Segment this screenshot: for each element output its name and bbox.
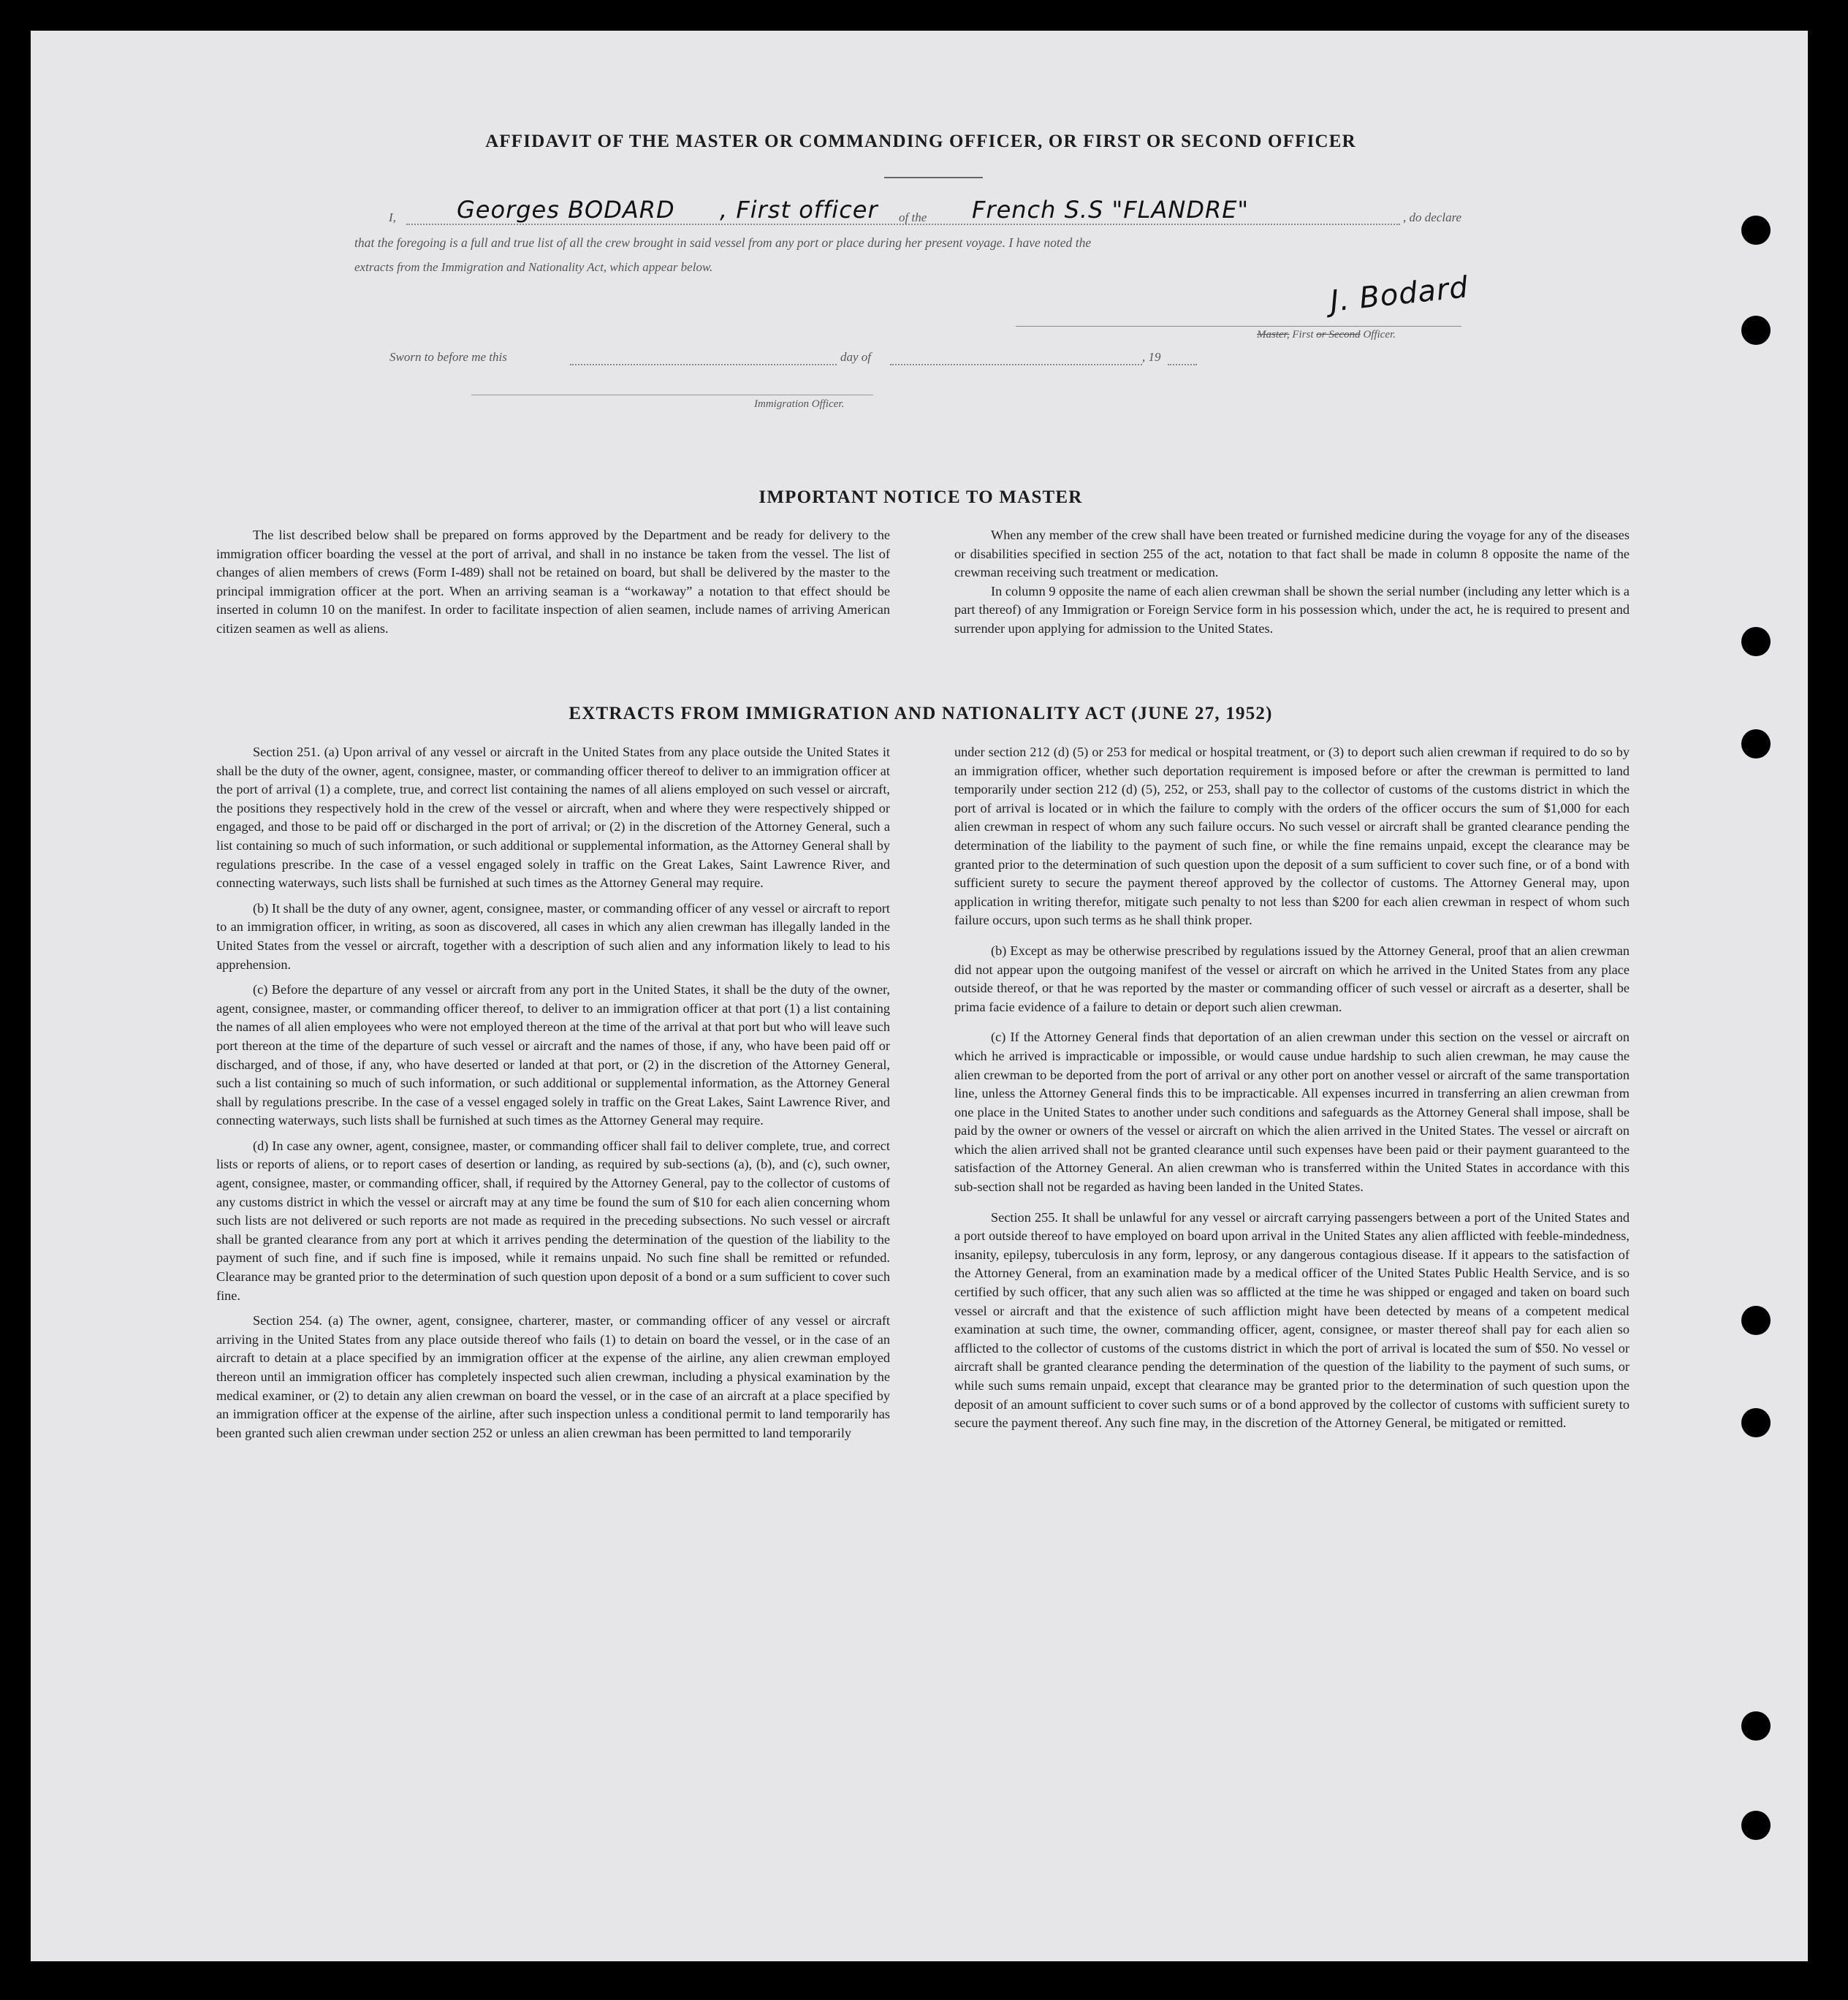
officer-rank-labels xyxy=(1257,329,1396,341)
punch-hole xyxy=(1741,316,1771,345)
handwritten-vessel: French S.S "FLANDRE" xyxy=(972,196,1250,224)
extracts-title: EXTRACTS FROM IMMIGRATION AND NATIONALITY ACT (JUNE 27, 1952) xyxy=(569,704,1273,723)
punch-hole xyxy=(1741,216,1771,245)
officer-label-master: Master, xyxy=(1257,329,1290,341)
section-251-a: Section 251. (a) Upon arrival of any vessel or aircraft in the United States from any place outside the United States it shall be the duty of the owner, agent, consignee, master, or commanding officer thereof to deliver to an immigration officer at the port of arrival (1) a complete, true, and correct list containing the names of all aliens employed on such vessel or aircraft, the positions they respectively hold in the crew of the vessel or aircraft, when and where they were respectively shipped or engaged, and those to be paid off or discharged in the port of arrival; or (2) in the discretion of the Attorney General, such a list containing so much of such information, or such additional or supplemental information, as the Attorney General shall by regulations prescribe. In the case of a vessel engaged solely in traffic on the Great Lakes, Saint Lawrence River, and connecting waterways, such lists shall be furnished at such times as the Attorney General may require. xyxy=(216,745,890,891)
day-of-label: day of xyxy=(840,350,872,364)
notice-title: IMPORTANT NOTICE TO MASTER xyxy=(758,487,1083,507)
sworn-year-line xyxy=(1168,364,1197,365)
year-label: , 19 xyxy=(1142,350,1161,364)
sworn-day-line xyxy=(570,364,837,365)
handwritten-rank: , First officer xyxy=(720,196,878,224)
punch-hole xyxy=(1741,1811,1771,1840)
notice-left-text: The list described below shall be prepared on forms approved by the Department and be ready for delivery to the immigration officer boarding the vessel at the port of arrival, and shall in no instance be taken from the vessel. The list of changes of alien members of crews (Form I-489) shall not be retained on board, but shall be delivered by the master to the principal immigration officer at the port. When an arriving seaman is a “workaway” a notation to that effect should be inserted in column 10 on the manifest. In order to facilitate inspection of alien seamen, include names of arriving American citizen seamen as well as aliens. xyxy=(216,528,890,636)
title-divider xyxy=(884,177,983,178)
punch-hole xyxy=(1741,1408,1771,1437)
punch-hole xyxy=(1741,1711,1771,1741)
do-declare-label: , do declare xyxy=(1403,210,1462,224)
section-255: Section 255. It shall be unlawful for any vessel or aircraft carrying passengers between a port of the United States and a port outside thereof to have employed on board upon arrival in the United States any alien afflicted with feeble-mindedness, insanity, epilepsy, tuberculosis in any form, leprosy, or any dangerous contagious disease. If it appears to the satisfaction of the Attorney General, from an examination made by a medical officer of the United States Public Health Service, and is so certified by such officer, that any such alien was so afflicted at the time he was shipped or engaged and taken on board such vessel or aircraft and that the existence of such affliction might have been detected by means of a competent medical examination at such time, the owner, commanding officer, agent, consignee, or master thereof shall pay for each alien so afflicted to the collector of customs of the customs district in which the port of arrival is located the sum of $50. No vessel or aircraft shall be granted clearance pending the determination of the question of the liability to the payment of such sums, or while such sums remain unpaid, except that clearance may be granted prior to the determination of such question upon the deposit of an amount sufficient to cover such sums or of a bond approved by the collector of customs with sufficient surety to secure the payment thereof. Any such fine may, in the discretion of the Attorney General, be mitigated or remitted. xyxy=(954,1209,1630,1431)
of-the-label: of the xyxy=(899,210,927,224)
notice-right-text-2: In column 9 opposite the name of each alien crewman shall be shown the serial number (including any letter which is a part thereof) of any Immigration or Foreign Service form in his possession which, under the act, he is required to present and surrender upon applying for admission to the United States. xyxy=(954,583,1630,636)
punch-hole xyxy=(1741,1306,1771,1335)
declaration-line-3: extracts from the Immigration and Nationality Act, which appear below. xyxy=(354,260,713,274)
extracts-left-column xyxy=(216,743,890,1449)
signature-line xyxy=(1016,326,1461,327)
section-254-a: Section 254. (a) The owner, agent, consignee, charterer, master, or commanding officer of any vessel or aircraft arriving in the United States from any place outside thereof who fails (1) to detain on board the vessel, or in the case of an aircraft to detain at a place specified by an immigration officer at the expense of the airline, any alien crewman employed thereon until an immigration officer has completely inspected such alien crewman, including a physical examination by the medical examiner, or (2) to detain any alien crewman on board the vessel, or in the case of an aircraft at a place specified by an immigration officer at the expense of the airline, after such inspection unless a conditional permit to land temporarily has been granted such alien crewman under section 252 or unless an alien crewman has been permitted to land temporarily xyxy=(216,1313,890,1440)
sworn-month-line xyxy=(890,364,1142,365)
handwritten-name: Georges BODARD xyxy=(457,196,675,224)
punch-hole xyxy=(1741,729,1771,758)
section-254-c: (c) If the Attorney General finds that deportation of an alien crewman under this section on the vessel or aircraft on which he arrived is impracticable or impossible, or would cause undue hardship to such alien crewman, he may cause the alien crewman to be deported from the port of arrival or any other port on another vessel or aircraft of the same transportation line, unless the Attorney General finds this to be impracticable. All expenses incurred in transferring an alien crewman from one place in the United States to another under such conditions and safeguards as the Attorney General shall impose, shall be paid by the owner or owners of the vessel or aircraft on which the alien arrived in the United States. The vessel or aircraft on which the alien arrived shall not be granted clearance until such expenses have been paid or their payment guaranteed to the satisfaction of the Attorney General. An alien crewman who is transferred within the United States in accordance with this sub-section shall not be regarded as having been landed in the United States. xyxy=(954,1030,1630,1195)
notice-right-text-1: When any member of the crew shall have been treated or furnished medicine during the voyage for any of the diseases or disabilities specified in section 255 of the act, notation to that fact shall be made in column 8 opposite the name of the crewman receiving such treatment or medication. xyxy=(954,528,1630,580)
section-251-d: (d) In case any owner, agent, consignee, master, or commanding officer shall fail to deliver complete, true, and correct lists or reports of aliens, or to report cases of desertion or landing, as required by sub-sections (a), (b), and (c), such owner, agent, consignee, master, or commanding officer, shall, if required by the Attorney General, pay to the collector of customs of any customs district in which the vessel or aircraft may at any time be found the sum of $10 for each alien concerning whom such lists are not delivered or such reports are not made as required in the preceding subsections. No such vessel or aircraft shall be granted clearance from any port at which it arrives pending the determination of the question of the liability to the payment of such fine, and if such fine is imposed, while it remains unpaid. No such fine shall be remitted or refunded. Clearance may be granted prior to the determination of such question upon deposit of a bond or a sum sufficient to cover such fine. xyxy=(216,1138,890,1303)
officer-signature: J. Bodard xyxy=(1328,270,1470,319)
punch-hole xyxy=(1741,627,1771,656)
notice-left-column xyxy=(216,526,890,645)
declaration-i: I, xyxy=(389,210,396,224)
officer-label-officer: Officer. xyxy=(1363,329,1396,341)
affidavit-title: AFFIDAVIT OF THE MASTER OR COMMANDING OFFICER, OR FIRST OR SECOND OFFICER xyxy=(485,132,1356,151)
sworn-label: Sworn to before me this xyxy=(389,350,507,364)
section-251-c: (c) Before the departure of any vessel or aircraft from any port in the United States, it shall be the duty of the owner, agent, consignee, master, or commanding officer thereof, to deliver to an immigration officer at that port (1) a list containing the names of all alien employees who were not employed thereon at the time of the arrival at that port but who will leave such port thereon at the time of the departure of such vessel or aircraft and the names of those, if any, who have been paid off or discharged, and of those, if any, who have deserted or landed at that port, or (2) in the discretion of the Attorney General, such a list containing so much of such information, or such additional or supplemental information, as the Attorney General shall by regulations prescribe. In the case of a vessel engaged solely in traffic on the Great Lakes, Saint Lawrence River, and connecting waterways, such lists shall be furnished at such times as the Attorney General may require. xyxy=(216,982,890,1128)
notice-right-column xyxy=(954,526,1630,645)
declaration-line-2: that the foregoing is a full and true list of all the crew brought in said vessel from any port or place during her present voyage. I have noted the xyxy=(354,235,1092,250)
section-254-a-continued: under section 212 (d) (5) or 253 for medical or hospital treatment, or (3) to deport such alien crewman if required to do so by an immigration officer, whether such deportation requirement is imposed before or after the crewman is permitted to land temporarily under section 212 (d) (5), 252, or 253, shall pay to the collector of customs of the customs district in which the port of arrival is located or in which the failure to comply with the orders of the officer occurs the sum of $1,000 for each alien crewman in respect of whom any such failure occurs. No such vessel or aircraft shall be granted clearance pending the determination of the liability to the payment of such fine, or while the fine remains unpaid, except the clearance may be granted prior to the determination of such question upon the deposit of a sum sufficient to cover such fine, or of a bond with sufficient surety to secure the payment thereof approved by the collector of customs. The Attorney General may, upon application in writing therefor, mitigate such penalty to not less than $200 for each alien crewman in respect of whom such failure occurs, upon such terms as he shall think proper. xyxy=(954,745,1630,928)
immigration-officer-label: Immigration Officer. xyxy=(754,398,845,410)
section-254-b: (b) Except as may be otherwise prescribed by regulations issued by the Attorney General, proof that an alien crewman did not appear upon the outgoing manifest of the vessel or aircraft on which he arrived in the United States from any place outside thereof, or that he was reported by the master or commanding officer of such vessel or aircraft as a deserter, shall be prima facie evidence of a failure to detain or deport such alien crewman. xyxy=(954,943,1630,1014)
extracts-right-column xyxy=(954,743,1630,1440)
officer-label-first: First xyxy=(1292,329,1314,341)
officer-label-second: or Second xyxy=(1316,329,1361,341)
section-251-b: (b) It shall be the duty of any owner, agent, consignee, master, or commanding officer of any vessel or aircraft to report to an immigration officer, in writing, as soon as discovered, all cases in which any alien crewman has illegally landed in the United States from the vessel or aircraft, together with a description of such alien and any information likely to lead to his apprehension. xyxy=(216,900,890,972)
